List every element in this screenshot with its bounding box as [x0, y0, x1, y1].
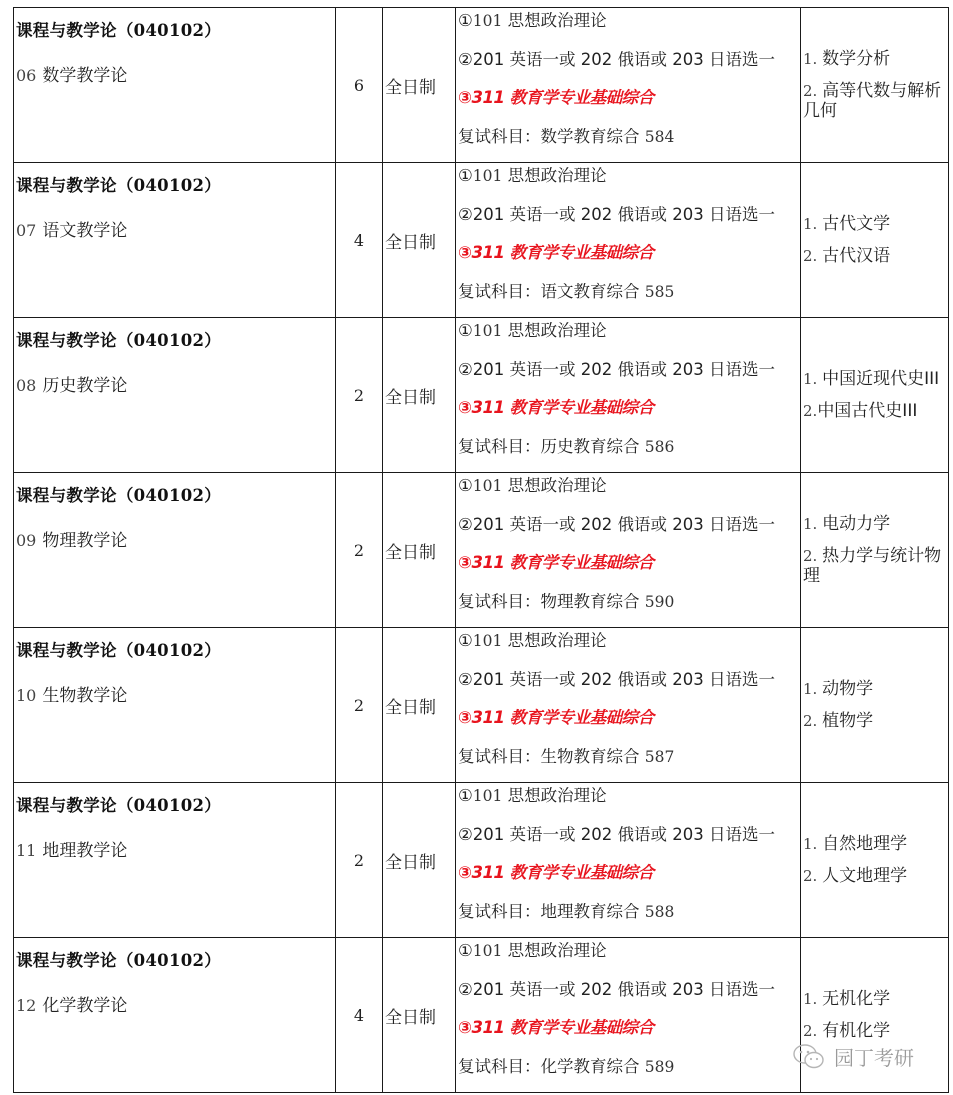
exam-subject-2 [458, 357, 800, 396]
research-direction [16, 61, 335, 86]
ref2: 2. [803, 547, 823, 565]
major-code: （040102） [116, 641, 222, 660]
retest-code: 587 [644, 747, 675, 766]
exam1-name: 思想政治理论 [502, 166, 607, 185]
study-mode-cell: 全日制 [383, 473, 456, 628]
exam2: ② [458, 669, 473, 689]
study-mode-cell: 全日制 [383, 783, 456, 938]
reference-item-1 [803, 369, 946, 389]
research-direction [16, 371, 335, 396]
ref2-text: 人文地理学 [822, 866, 908, 886]
quota-cell: 2 [336, 318, 383, 473]
quota-cell: 4 [336, 938, 383, 1093]
reference-cell [801, 163, 949, 318]
ref2-text: 植物学 [822, 711, 874, 731]
retest: 复试科目：地理教育综合 [458, 901, 645, 921]
retest: 复试科目：语文教育综合 [458, 281, 645, 301]
major-code: （040102） [116, 331, 222, 350]
direction-name: 生物教学论 [42, 686, 128, 706]
major-title [16, 637, 335, 661]
retest-subject [458, 1054, 800, 1093]
reference-item-1 [803, 214, 946, 234]
exam2-text: 201 英语一或 202 俄语或 203 日语选一 [472, 49, 776, 69]
ref2-text: 古代汉语 [822, 246, 891, 266]
watermark-text: 园丁考研 [834, 1046, 914, 1070]
reference-item-2 [803, 246, 946, 266]
exam1-name: 思想政治理论 [502, 786, 607, 805]
quota-cell: 2 [336, 628, 383, 783]
major-title [16, 792, 335, 816]
ref2-text: 高等代数与解析几何 [803, 81, 942, 121]
exam-subject-1 [458, 318, 800, 357]
retest-code: 589 [644, 1057, 675, 1076]
exam2-text: 201 英语一或 202 俄语或 203 日语选一 [472, 204, 776, 224]
exam-subject-2 [458, 47, 800, 86]
reference-item-1 [803, 49, 946, 69]
exam-subject-1 [458, 163, 800, 202]
exam1-name: 思想政治理论 [502, 11, 607, 30]
retest: 复试科目：化学教育综合 [458, 1056, 645, 1076]
exam-subject-2 [458, 977, 800, 1016]
exam-subject-1 [458, 473, 800, 512]
reference-item-2 [803, 1021, 946, 1041]
exam1-code: 101 [472, 787, 503, 805]
quota-cell: 2 [336, 783, 383, 938]
ref1-text: 电动力学 [822, 514, 891, 534]
exam2-text: 201 英语一或 202 俄语或 203 日语选一 [472, 669, 776, 689]
exam1-code: 101 [472, 322, 503, 340]
reference-cell [801, 628, 949, 783]
research-direction [16, 991, 335, 1016]
retest-code: 590 [644, 592, 675, 611]
direction-name: 数学教学论 [42, 66, 128, 86]
exam-subject-2 [458, 822, 800, 861]
direction-number: 06 [16, 66, 37, 85]
retest: 复试科目：数学教育综合 [458, 126, 645, 146]
exam1: ① [458, 941, 473, 960]
major-code: （040102） [116, 486, 222, 505]
ref2: 2. [803, 247, 823, 265]
table-body [14, 8, 949, 1093]
exam-subject-2 [458, 512, 800, 551]
major-code: （040102） [116, 796, 222, 815]
major-title [16, 327, 335, 351]
ref2: 2. [803, 712, 823, 730]
table-row [14, 473, 949, 628]
major-cell [14, 318, 336, 473]
direction-number: 11 [16, 841, 37, 860]
exam-subject-3: ③311 教育学专业基础综合 [458, 243, 654, 262]
major-name: 课程与教学论 [16, 21, 117, 40]
exam2: ② [458, 204, 473, 224]
quota-cell: 6 [336, 8, 383, 163]
ref1-text: 无机化学 [822, 989, 891, 1009]
reference-item-1 [803, 834, 946, 854]
major-name: 课程与教学论 [16, 331, 117, 350]
ref2-text: 有机化学 [822, 1021, 891, 1041]
exam2: ② [458, 979, 473, 999]
ref1: 1. [803, 215, 823, 233]
exam1-name: 思想政治理论 [502, 631, 607, 650]
ref1: 1. [803, 680, 823, 698]
reference-item-1 [803, 679, 946, 699]
admissions-table [13, 7, 949, 1093]
exam2-text: 201 英语一或 202 俄语或 203 日语选一 [472, 824, 776, 844]
major-cell [14, 163, 336, 318]
exam1-name: 思想政治理论 [502, 941, 607, 960]
retest-subject [458, 434, 800, 473]
major-cell [14, 8, 336, 163]
retest: 复试科目：生物教育综合 [458, 746, 645, 766]
major-cell [14, 628, 336, 783]
reference-cell [801, 783, 949, 938]
exam2: ② [458, 49, 473, 69]
exam-subject-2 [458, 667, 800, 706]
exam-subjects-cell [456, 628, 801, 783]
ref1: 1. [803, 515, 823, 533]
research-direction [16, 681, 335, 706]
exam1: ① [458, 321, 473, 340]
exam2: ② [458, 514, 473, 534]
major-name: 课程与教学论 [16, 796, 117, 815]
reference-cell [801, 8, 949, 163]
major-code: （040102） [116, 21, 222, 40]
exam-subject-2 [458, 202, 800, 241]
major-code: （040102） [116, 951, 222, 970]
major-name: 课程与教学论 [16, 486, 117, 505]
exam-subject-3: ③311 教育学专业基础综合 [458, 88, 654, 107]
retest-subject [458, 124, 800, 163]
retest-subject [458, 279, 800, 318]
research-direction [16, 526, 335, 551]
exam1: ① [458, 166, 473, 185]
table-row [14, 163, 949, 318]
exam-subject-1 [458, 938, 800, 977]
major-title [16, 482, 335, 506]
research-direction [16, 836, 335, 861]
major-cell [14, 783, 336, 938]
reference-item-2 [803, 81, 946, 121]
direction-number: 09 [16, 531, 37, 550]
retest-code: 588 [644, 902, 675, 921]
table-row [14, 783, 949, 938]
exam1: ① [458, 476, 473, 495]
major-name: 课程与教学论 [16, 176, 117, 195]
major-title [16, 947, 335, 971]
table-row [14, 318, 949, 473]
major-title [16, 172, 335, 196]
reference-item-1 [803, 989, 946, 1009]
ref1-text: 动物学 [822, 679, 874, 699]
direction-name: 化学教学论 [42, 996, 128, 1016]
reference-cell [801, 473, 949, 628]
study-mode-cell: 全日制 [383, 8, 456, 163]
exam1-code: 101 [472, 942, 503, 960]
major-name: 课程与教学论 [16, 951, 117, 970]
quota-cell: 4 [336, 163, 383, 318]
retest-code: 586 [644, 437, 675, 456]
exam1-code: 101 [472, 167, 503, 185]
exam-subjects-cell [456, 783, 801, 938]
exam2: ② [458, 824, 473, 844]
direction-number: 12 [16, 996, 37, 1015]
exam-subjects-cell [456, 473, 801, 628]
study-mode-cell: 全日制 [383, 318, 456, 473]
retest-code: 584 [644, 127, 675, 146]
reference-item-1 [803, 514, 946, 534]
exam2-text: 201 英语一或 202 俄语或 203 日语选一 [472, 359, 776, 379]
exam-subject-1 [458, 8, 800, 47]
retest-subject [458, 899, 800, 938]
exam-subject-1 [458, 628, 800, 667]
retest-code: 585 [644, 282, 675, 301]
direction-name: 物理教学论 [42, 531, 128, 551]
reference-item-2 [803, 866, 946, 886]
exam-subjects-cell [456, 938, 801, 1093]
ref1: 1. [803, 370, 823, 388]
ref2-text: 热力学与统计物理 [803, 546, 942, 586]
exam1-name: 思想政治理论 [502, 476, 607, 495]
exam2: ② [458, 359, 473, 379]
direction-number: 07 [16, 221, 37, 240]
ref1: 1. [803, 50, 823, 68]
retest: 复试科目：物理教育综合 [458, 591, 645, 611]
exam2-text: 201 英语一或 202 俄语或 203 日语选一 [472, 514, 776, 534]
exam1-code: 101 [472, 477, 503, 495]
reference-cell [801, 318, 949, 473]
exam-subject-3: ③311 教育学专业基础综合 [458, 708, 654, 727]
ref1-text: 数学分析 [822, 49, 891, 69]
exam1: ① [458, 786, 473, 805]
ref2: 2. [803, 867, 823, 885]
wechat-icon [792, 1043, 826, 1071]
watermark [792, 1042, 914, 1071]
major-title [16, 17, 335, 41]
direction-name: 历史教学论 [42, 376, 128, 396]
research-direction [16, 216, 335, 241]
exam1: ① [458, 631, 473, 650]
ref2-text: 中国古代史III [817, 401, 918, 421]
major-name: 课程与教学论 [16, 641, 117, 660]
exam-subjects-cell [456, 163, 801, 318]
ref1-text: 中国近现代史III [822, 369, 940, 389]
table-row [14, 8, 949, 163]
exam1-code: 101 [472, 632, 503, 650]
study-mode-cell: 全日制 [383, 938, 456, 1093]
major-cell [14, 473, 336, 628]
exam-subjects-cell [456, 8, 801, 163]
exam-subject-3: ③311 教育学专业基础综合 [458, 863, 654, 882]
ref1: 1. [803, 835, 823, 853]
retest-subject [458, 744, 800, 783]
ref2: 2. [803, 402, 818, 420]
exam-subject-3: ③311 教育学专业基础综合 [458, 1018, 654, 1037]
major-cell [14, 938, 336, 1093]
reference-item-2 [803, 711, 946, 731]
direction-name: 语文教学论 [42, 221, 128, 241]
direction-number: 08 [16, 376, 37, 395]
exam1-code: 101 [472, 12, 503, 30]
retest-subject [458, 589, 800, 628]
exam1-name: 思想政治理论 [502, 321, 607, 340]
table-row [14, 628, 949, 783]
exam2-text: 201 英语一或 202 俄语或 203 日语选一 [472, 979, 776, 999]
ref1-text: 古代文学 [822, 214, 891, 234]
exam-subject-3: ③311 教育学专业基础综合 [458, 398, 654, 417]
exam1: ① [458, 11, 473, 30]
exam-subject-1 [458, 783, 800, 822]
study-mode-cell: 全日制 [383, 628, 456, 783]
direction-name: 地理教学论 [42, 841, 128, 861]
reference-item-2 [803, 546, 946, 586]
exam-subjects-cell [456, 318, 801, 473]
retest: 复试科目：历史教育综合 [458, 436, 645, 456]
direction-number: 10 [16, 686, 37, 705]
quota-cell: 2 [336, 473, 383, 628]
exam-subject-3: ③311 教育学专业基础综合 [458, 553, 654, 572]
ref2: 2. [803, 1022, 823, 1040]
reference-item-2 [803, 401, 946, 421]
ref2: 2. [803, 82, 823, 100]
major-code: （040102） [116, 176, 222, 195]
ref1: 1. [803, 990, 823, 1008]
ref1-text: 自然地理学 [822, 834, 908, 854]
study-mode-cell: 全日制 [383, 163, 456, 318]
